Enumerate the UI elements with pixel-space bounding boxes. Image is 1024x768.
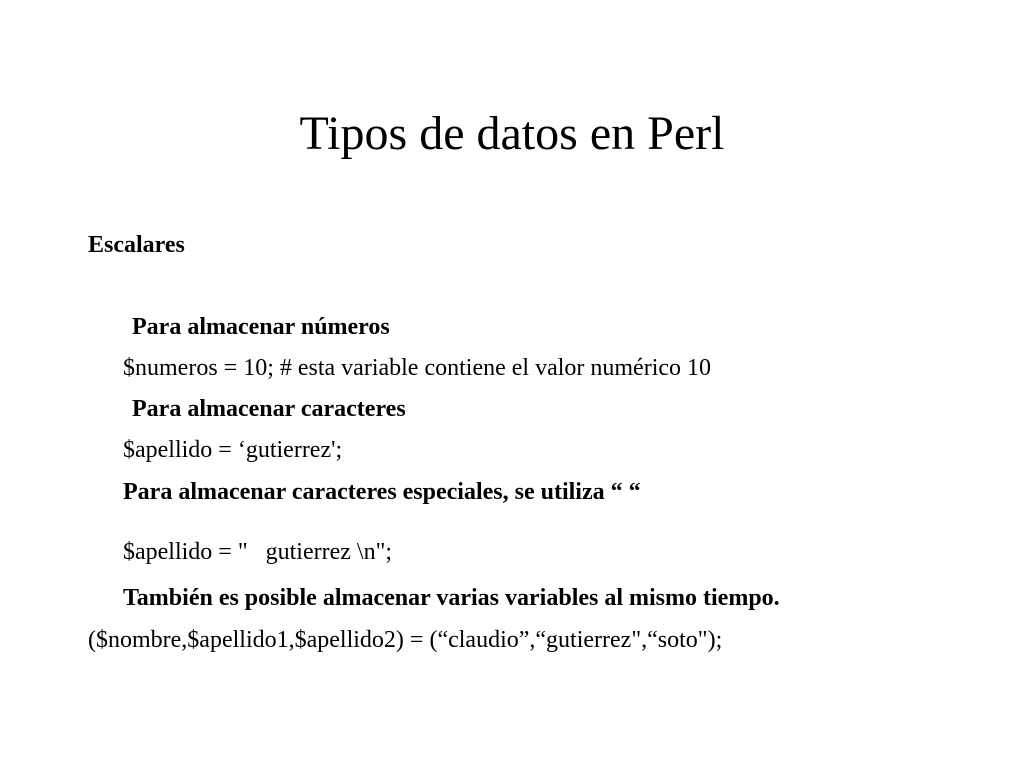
subheading-special-characters: Para almacenar caracteres especiales, se utiliza “ “ (123, 479, 641, 505)
subheading-characters: Para almacenar caracteres (132, 396, 406, 422)
code-line-multiple-variables: ($nombre,$apellido1,$apellido2) = (“claudio”,“gutierrez",“soto"); (88, 627, 723, 653)
subheading-multiple-variables: También es posible almacenar varias variables al mismo tiempo. (123, 585, 780, 611)
slide-title: Tipos de datos en Perl (299, 107, 725, 160)
section-heading-escalares: Escalares (88, 232, 185, 258)
code-line-apellido: $apellido = ‘gutierrez'; (123, 437, 343, 463)
code-line-numbers: $numeros = 10; # esta variable contiene el valor numérico 10 (123, 355, 712, 381)
subheading-numbers: Para almacenar números (132, 314, 390, 340)
code-line-special-characters: $apellido = " gutierrez \n"; (123, 539, 393, 565)
